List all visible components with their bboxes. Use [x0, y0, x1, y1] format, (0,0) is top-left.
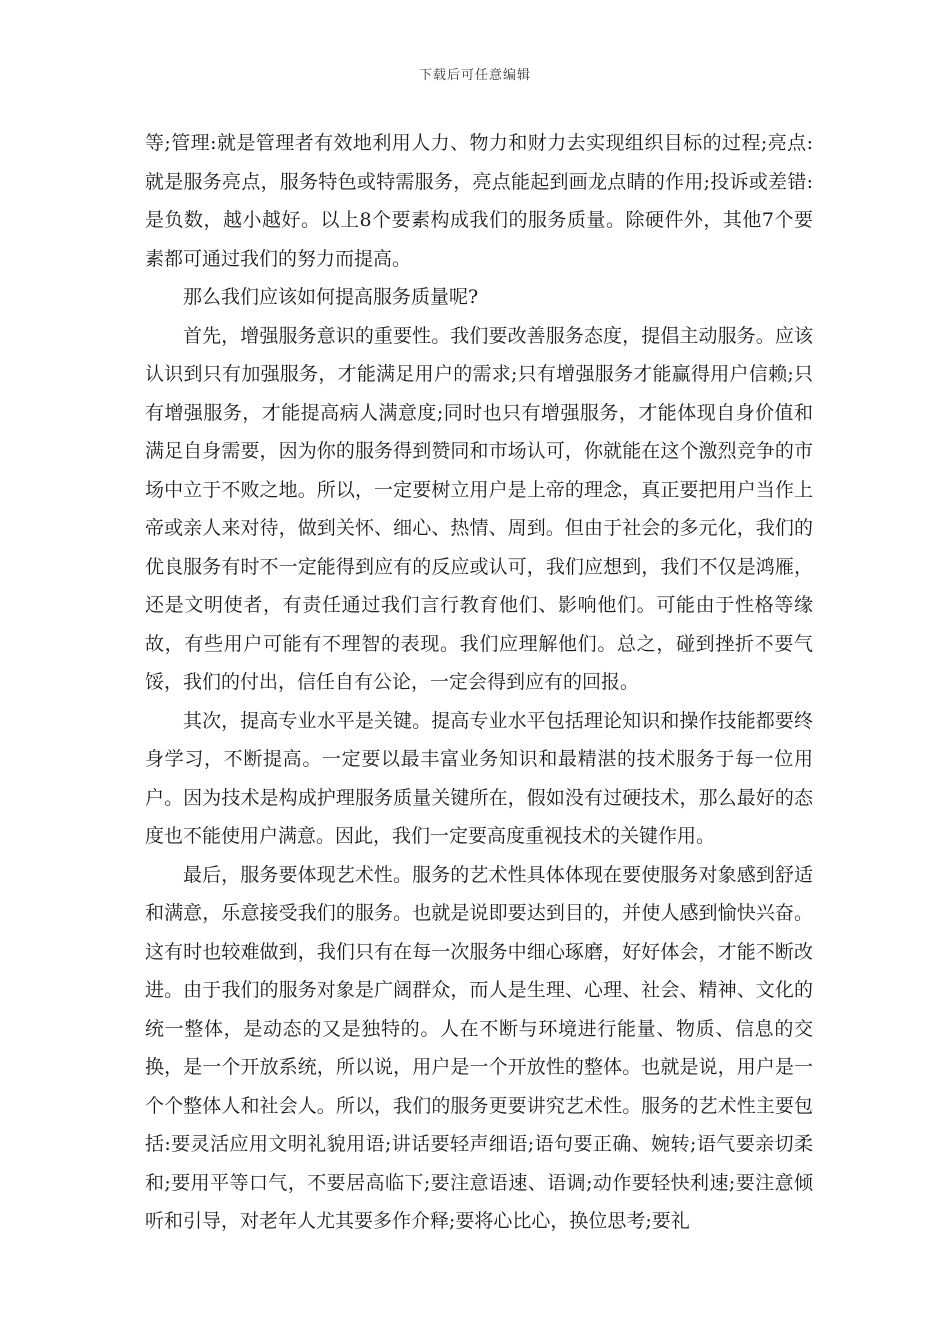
paragraph-first: 首先，增强服务意识的重要性。我们要改善服务态度，提倡主动服务。应该认识到只有加强服务，才能满足用户的需求;只有增强服务才能赢得用户信赖;只有增强服务，才能提高病人满意度;同时也只有增强服务，才能体现自身价值和满足自身需要，因为你的服务得到赞同和市场认可，你就能在这个激烈竞争的市场中立于不败之地。所以，一定要树立用户是上帝的理念，真正要把用户当作上帝或亲人来对待，做到关怀、细心、热情、周到。但由于社会的多元化，我们的优良服务有时不一定能得到应有的反应或认可，我们应想到，我们不仅是鸿雁，还是文明使者，有责任通过我们言行教育他们、影响他们。可能由于性格等缘故，有些用户可能有不理智的表现。我们应理解他们。总之，碰到挫折不要气馁，我们的付出，信任自有公论，一定会得到应有的回报。 [145, 324, 813, 693]
paragraph-question: 那么我们应该如何提高服务质量呢? [183, 286, 479, 308]
document-body [145, 124, 813, 1241]
paragraph-continuation: 等;管理:就是管理者有效地利用人力、物力和财力去实现组织目标的过程;亮点:就是服务亮点，服务特色或特需服务，亮点能起到画龙点睛的作用;投诉或差错:是负数，越小越好。以上8个要素构成我们的服务质量。除硬件外，其他7个要素都可通过我们的努力而提高。 [145, 132, 813, 270]
page-header: 下载后可任意编辑 [418, 68, 531, 83]
paragraph-second: 其次，提高专业水平是关键。提高专业水平包括理论知识和操作技能都要终身学习，不断提高。一定要以最丰富业务知识和最精湛的技术服务于每一位用户。因为技术是构成护理服务质量关键所在，假如没有过硬技术，那么最好的态度也不能使用户满意。因此，我们一定要高度重视技术的关键作用。 [145, 709, 813, 847]
paragraph-last: 最后，服务要体现艺术性。服务的艺术性具体体现在要使服务对象感到舒适和满意，乐意接受我们的服务。也就是说即要达到目的，并使人感到愉快兴奋。这有时也较难做到，我们只有在每一次服务中细心琢磨，好好体会，才能不断改进。由于我们的服务对象是广阔群众，而人是生理、心理、社会、精神、文化的统一整体，是动态的又是独特的。人在不断与环境进行能量、物质、信息的交换，是一个开放系统，所以说，用户是一个开放性的整体。也就是说，用户是一个个整体人和社会人。所以，我们的服务更要讲究艺术性。服务的艺术性主要包括:要灵活应用文明礼貌用语;讲话要轻声细语;语句要正确、婉转;语气要亲切柔和;要用平等口气，不要居高临下;要注意语速、语调;动作要轻快利速;要注意倾听和引导，对老年人尤其要多作介释;要将心比心，换位思考;要礼 [145, 863, 813, 1232]
